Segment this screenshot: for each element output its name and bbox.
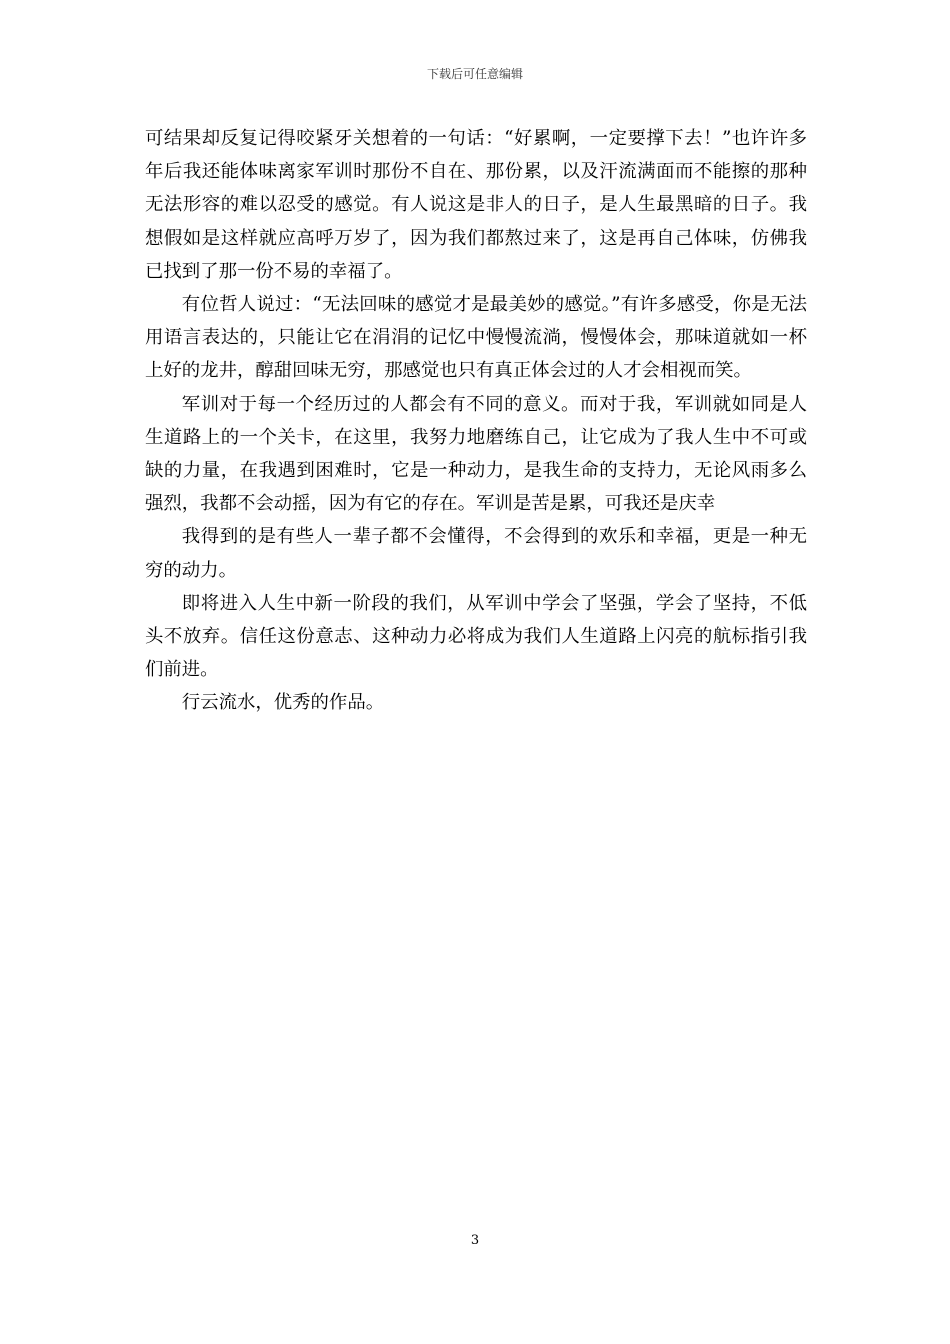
paragraph: 我得到的是有些人一辈子都不会懂得，不会得到的欢乐和幸福，更是一种无穷的动力。: [145, 526, 807, 581]
paragraph: 行云流水，优秀的作品。: [181, 692, 385, 714]
page-number: 3: [470, 1233, 480, 1248]
paragraph: 军训对于每一个经历过的人都会有不同的意义。而对于我，军训就如同是人生道路上的一个关卡，在这里，我努力地磨练自己，让它成为了我人生中不可或缺的力量，在我遇到困难时，它是一种动力，是我生命的支持力，无论风雨多么强烈，我都不会动摇，因为有它的存在。军训是苦是累，可我还是庆幸: [145, 393, 807, 515]
paragraph: 有位哲人说过：“无法回味的感觉才是最美妙的感觉。”有许多感受，你是无法用语言表达的，只能让它在涓涓的记忆中慢慢流淌，慢慢体会，那味道就如一杯上好的龙井，醇甜回味无穷，那感觉也只有真正体会过的人才会相视而笑。: [145, 294, 807, 382]
document-body: [145, 122, 807, 720]
paragraph: 可结果却反复记得咬紧牙关想着的一句话：“好累啊，一定要撑下去！”也许许多年后我还能体味离家军训时那份不自在、那份累，以及汗流满面而不能擦的那种无法形容的难以忍受的感觉。有人说这是非人的日子，是人生最黑暗的日子。我想假如是这样就应高呼万岁了，因为我们都熬过来了，这是再自己体味，仿佛我已找到了那一份不易的幸福了。: [145, 128, 807, 282]
page-header: 下载后可任意编辑: [426, 67, 523, 81]
paragraph: 即将进入人生中新一阶段的我们，从军训中学会了坚强，学会了坚持，不低头不放弃。信任这份意志、这种动力必将成为我们人生道路上闪亮的航标指引我们前进。: [145, 592, 807, 681]
